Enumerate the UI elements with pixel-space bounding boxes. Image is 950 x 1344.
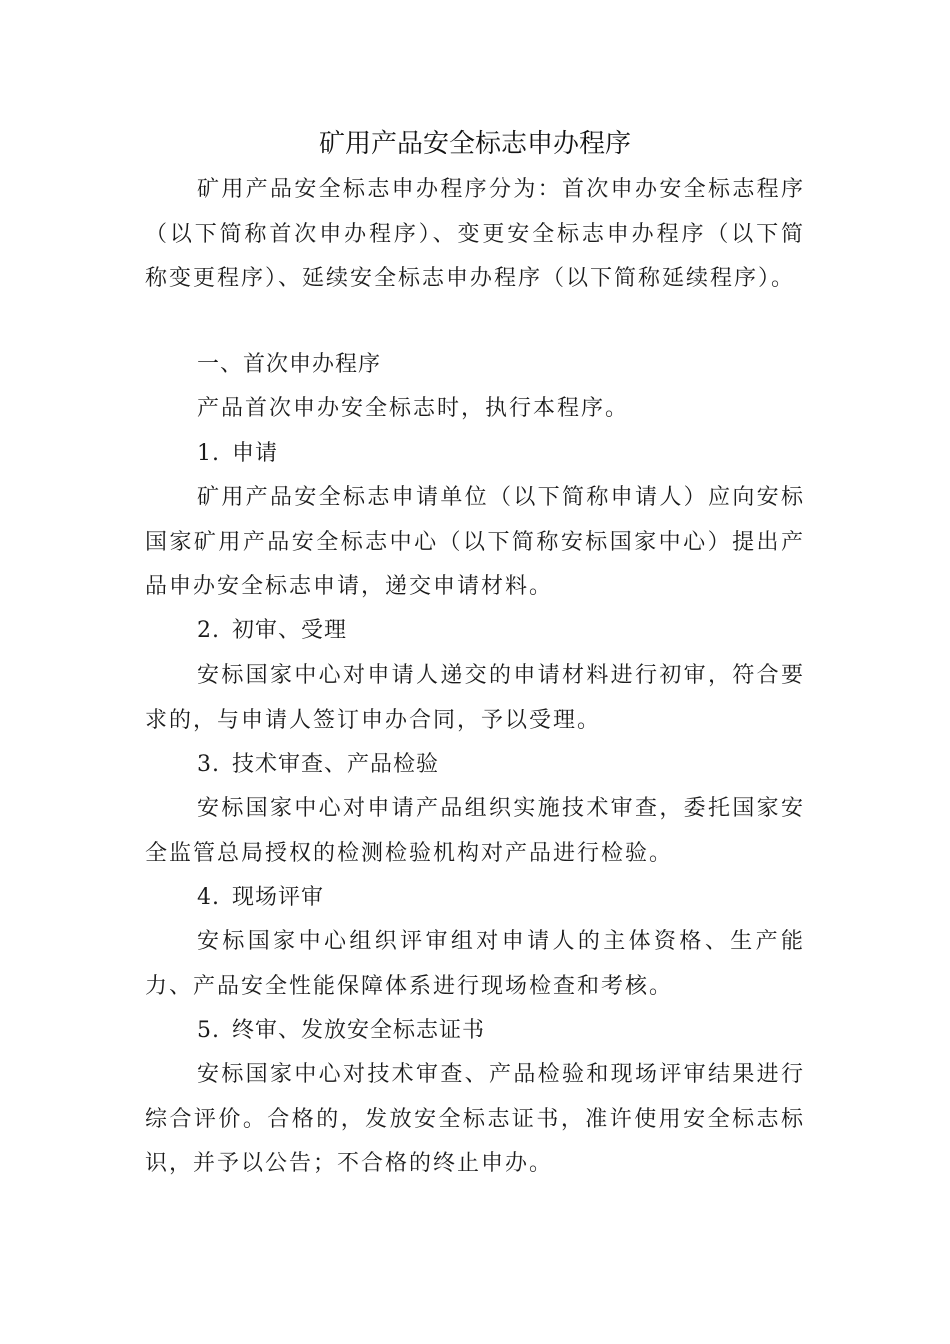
step-5-body: 安标国家中心对技术审查、产品检验和现场评审结果进行综合评价。合格的，发放安全标志证书，准许使用安全标志标识，并予以公告；不合格的终止申办。 — [145, 1062, 805, 1176]
step-2-number: 2. — [197, 618, 220, 643]
step-5-title: 终审、发放安全标志证书 — [232, 1018, 486, 1043]
intro-paragraph: 矿用产品安全标志申办程序分为：首次申办安全标志程序（以下简称首次申办程序）、变更安全标志申办程序（以下简称变更程序）、延续安全标志申办程序（以下简称延续程序）。 — [145, 177, 805, 291]
step-4-title: 现场评审 — [232, 885, 325, 910]
step-2-heading — [197, 609, 797, 654]
step-3-title: 技术审查、产品检验 — [232, 752, 440, 777]
step-1-title: 申请 — [232, 441, 279, 466]
step-4-heading — [197, 876, 797, 921]
step-1-number: 1. — [197, 441, 220, 466]
section-heading: 一、首次申办程序 — [197, 352, 382, 377]
document-title: 矿用产品安全标志申办程序 — [318, 129, 631, 159]
step-4-number: 4. — [197, 885, 220, 910]
section-lead: 产品首次申办安全标志时，执行本程序。 — [197, 396, 630, 421]
step-4-body: 安标国家中心组织评审组对申请人的主体资格、生产能力、产品安全性能保障体系进行现场检查和考核。 — [145, 929, 805, 999]
step-2-title: 初审、受理 — [232, 618, 348, 643]
step-2-body: 安标国家中心对申请人递交的申请材料进行初审，符合要求的，与申请人签订申办合同，予以受理。 — [145, 663, 805, 733]
step-3-number: 3. — [197, 752, 220, 777]
step-1-heading — [197, 432, 797, 477]
step-5-number: 5. — [197, 1018, 220, 1043]
step-3-body: 安标国家中心对申请产品组织实施技术审查，委托国家安全监管总局授权的检测检验机构对产品进行检验。 — [145, 796, 805, 866]
step-1-body: 矿用产品安全标志申请单位（以下简称申请人）应向安标国家矿用产品安全标志中心（以下简称安标国家中心）提出产品申办安全标志申请，递交申请材料。 — [145, 485, 805, 599]
step-3-heading — [197, 743, 797, 788]
step-5-heading — [197, 1009, 797, 1054]
